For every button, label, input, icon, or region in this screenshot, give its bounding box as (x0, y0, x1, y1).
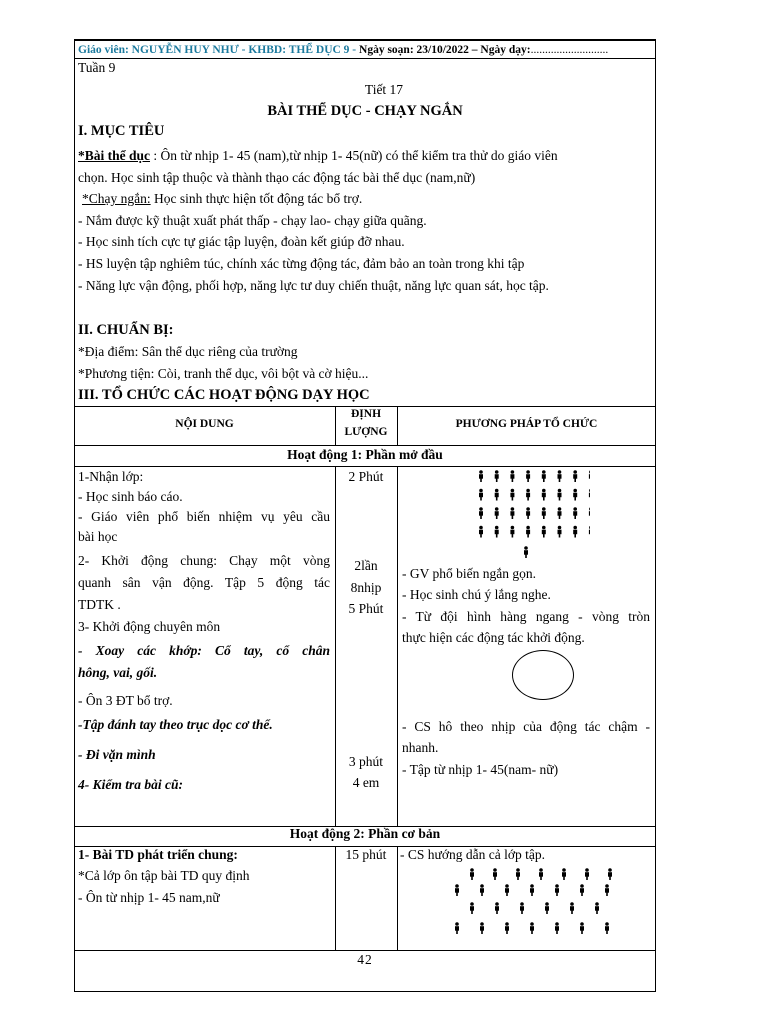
formation-staggered-rows (450, 866, 620, 940)
person-icon (542, 470, 546, 482)
lesson-number: Tiết 17 (364, 82, 404, 97)
person-icon (585, 868, 589, 880)
activity2-title: Hoạt động 2: Phần cơ bản (289, 826, 441, 841)
formation-horizontal-rows (470, 468, 590, 560)
a2-line: *Cả lớp ôn tập bài TD quy định (78, 868, 250, 883)
person-icon (542, 526, 546, 538)
person-icon (505, 922, 509, 934)
person-icon (520, 902, 524, 914)
person-icon (455, 922, 459, 934)
person-icon (470, 868, 474, 880)
person-icon (573, 470, 577, 482)
person-icon (524, 546, 528, 558)
header-teacher: Giáo viên: NGUYỄN HUY NHƯ - KHBD: THỂ DỤC 9 - (78, 44, 357, 56)
a1-amount-t5: 3 phút (348, 754, 384, 769)
table-header-method: PHƯƠNG PHÁP TỔ CHỨC (455, 418, 598, 430)
person-icon (580, 922, 584, 934)
person-icon (580, 884, 584, 896)
person-icon (570, 902, 574, 914)
person-icon (555, 922, 559, 934)
a1-line: hông, vai, gối. (78, 665, 158, 680)
a1-line: TDTK . (78, 597, 121, 612)
objective-p1-label: *Bài thể dục (78, 148, 151, 163)
a1-line: bài học (78, 529, 118, 544)
person-icon (555, 884, 559, 896)
person-icon (493, 868, 497, 880)
preparation-line: *Phương tiện: Còi, tranh thể dục, vôi bột và cờ hiệu... (78, 366, 369, 381)
person-icon (510, 507, 514, 519)
a2-amount-t1: 15 phút (345, 847, 387, 862)
a1-line: - Đi vặn mình (78, 747, 156, 762)
person-icon (573, 489, 577, 501)
table-header-amount-1: ĐỊNH (350, 408, 382, 420)
objective-p2-text: Học sinh thực hiện tốt động tác bổ trợ. (150, 191, 363, 206)
person-icon (589, 470, 590, 482)
person-icon (479, 470, 483, 482)
person-icon (605, 922, 609, 934)
a1-line: quanh sân vận động. Tập 5 động tác (78, 575, 330, 590)
a1-line: - Ôn 3 ĐT bổ trợ. (78, 693, 173, 708)
col-divider (397, 846, 398, 950)
a1-method-m2: - Học sinh chú ý lắng nghe. (402, 587, 551, 602)
a1-method-m4: thực hiện các động tác khởi động. (402, 630, 585, 645)
person-icon (495, 507, 499, 519)
person-icon (495, 526, 499, 538)
a2-method-m1: - CS hướng dẫn cả lớp tập. (400, 847, 545, 862)
person-icon (589, 526, 590, 538)
person-icon (542, 489, 546, 501)
a1-method-m7: - Tập từ nhịp 1- 45(nam- nữ) (402, 762, 559, 777)
lesson-title: BÀI THỂ DỤC - CHẠY NGẮN (267, 103, 463, 119)
person-icon (608, 868, 612, 880)
table-bottom-rule (74, 950, 656, 951)
person-icon (495, 470, 499, 482)
a1-line: -Tập đánh tay theo trục dọc cơ thể. (78, 717, 273, 732)
a1-line: - Học sinh báo cáo. (78, 489, 183, 504)
a1-line: - Giáo viên phổ biến nhiệm vụ yêu cầu (78, 509, 330, 524)
person-icon (479, 507, 483, 519)
person-icon (545, 902, 549, 914)
person-icon (495, 902, 499, 914)
person-icon (589, 489, 590, 501)
person-icon (516, 868, 520, 880)
person-icon (480, 884, 484, 896)
person-icon (455, 884, 459, 896)
circle-formation (512, 650, 574, 700)
person-icon (470, 902, 474, 914)
objective-line: - Năng lực vận động, phối hợp, năng lực tư duy chiến thuật, năng lực quan sát, học tập. (78, 278, 549, 293)
person-icon (479, 526, 483, 538)
a1-line: 4- Kiểm tra bài cũ: (78, 777, 183, 792)
a1-amount-t1: 2 Phút (348, 469, 384, 484)
person-icon (510, 489, 514, 501)
person-icon (505, 884, 509, 896)
a1-content (78, 467, 330, 795)
a1-method-m3: - Từ đội hình hàng ngang - vòng tròn (402, 609, 650, 624)
a1-line: 1-Nhận lớp: (78, 469, 144, 484)
a1-line: 2- Khởi động chung: Chạy một vòng (78, 553, 330, 568)
table-top-rule (74, 406, 656, 407)
person-icon (562, 868, 566, 880)
a2-line: - Ôn từ nhịp 1- 45 nam,nữ (78, 890, 220, 905)
col-divider (397, 466, 398, 826)
activity1-title: Hoạt động 1: Phần mở đầu (287, 447, 443, 462)
a1-amount-t2: 2lần (354, 558, 378, 573)
page-number: 42 (357, 952, 373, 967)
person-icon (480, 922, 484, 934)
objective-p2-label: *Chạy ngắn: (82, 191, 151, 206)
section-activities-title: III. TỔ CHỨC CÁC HOẠT ĐỘNG DẠY HỌC (78, 387, 370, 403)
person-icon (510, 526, 514, 538)
a1-method-m1: - GV phổ biến ngắn gọn. (402, 566, 536, 581)
table-header-amount-2: LƯỢNG (344, 426, 388, 438)
person-icon (573, 526, 577, 538)
header-dots: ........................... (530, 44, 609, 56)
header-dates: Ngày soạn: 23/10/2022 – Ngày dạy: (356, 44, 531, 56)
a1-line: 3- Khởi động chuyên môn (78, 619, 221, 634)
person-icon (558, 470, 562, 482)
table-header-content: NỘI DUNG (175, 418, 234, 430)
objective-p1-text: : Ôn từ nhịp 1- 45 (nam),từ nhịp 1- 45(nữ) có thể kiểm tra thử do giáo viên (150, 148, 558, 163)
preparation-line: *Địa điểm: Sân thể dục riêng của trường (78, 344, 298, 359)
header-divider (74, 58, 656, 59)
person-icon (573, 507, 577, 519)
objective-p1-cont: chọn. Học sinh tập thuộc và thành thạo các động tác bài thể dục (nam,nữ) (78, 170, 476, 185)
objective-p2 (82, 191, 362, 207)
section-preparation-title: II. CHUẨN BỊ: (78, 322, 174, 338)
person-icon (605, 884, 609, 896)
person-icon (558, 507, 562, 519)
person-icon (530, 922, 534, 934)
header-top-rule (74, 39, 656, 41)
person-icon (526, 507, 530, 519)
objective-p1 (78, 148, 558, 164)
objective-line: - Nắm được kỹ thuật xuất phát thấp - chạy lao- chạy giữa quãng. (78, 213, 427, 228)
person-icon (526, 489, 530, 501)
person-icon (479, 489, 483, 501)
person-icon (495, 489, 499, 501)
a2-line: 1- Bài TD phát triển chung: (78, 847, 238, 862)
person-icon (530, 884, 534, 896)
page-header (78, 44, 608, 56)
person-icon (558, 526, 562, 538)
a1-method-m6: nhanh. (402, 740, 439, 755)
person-icon (510, 470, 514, 482)
objective-line: - Học sinh tích cực tự giác tập luyện, đoàn kết giúp đỡ nhau. (78, 234, 405, 249)
person-icon (595, 902, 599, 914)
a1-amount-t3: 8nhịp (350, 580, 382, 595)
person-icon (589, 507, 590, 519)
person-icon (539, 868, 543, 880)
week-label: Tuần 9 (78, 60, 116, 75)
objective-line: - HS luyện tập nghiêm túc, chính xác từng động tác, đảm bảo an toàn trong khi tập (78, 256, 525, 271)
a1-method-m5: - CS hô theo nhịp của động tác chậm - (402, 719, 650, 734)
person-icon (558, 489, 562, 501)
person-icon (526, 526, 530, 538)
a1-amount-t4: 5 Phút (348, 601, 384, 616)
a1-line: - Xoay các khớp: Cổ tay, cổ chân (78, 643, 330, 658)
col-divider (335, 466, 336, 826)
table-header-rule (74, 445, 656, 446)
person-icon (526, 470, 530, 482)
a1-amount-t6: 4 em (352, 775, 380, 790)
person-icon (542, 507, 546, 519)
section-objectives-title: I. MỤC TIÊU (78, 123, 165, 139)
